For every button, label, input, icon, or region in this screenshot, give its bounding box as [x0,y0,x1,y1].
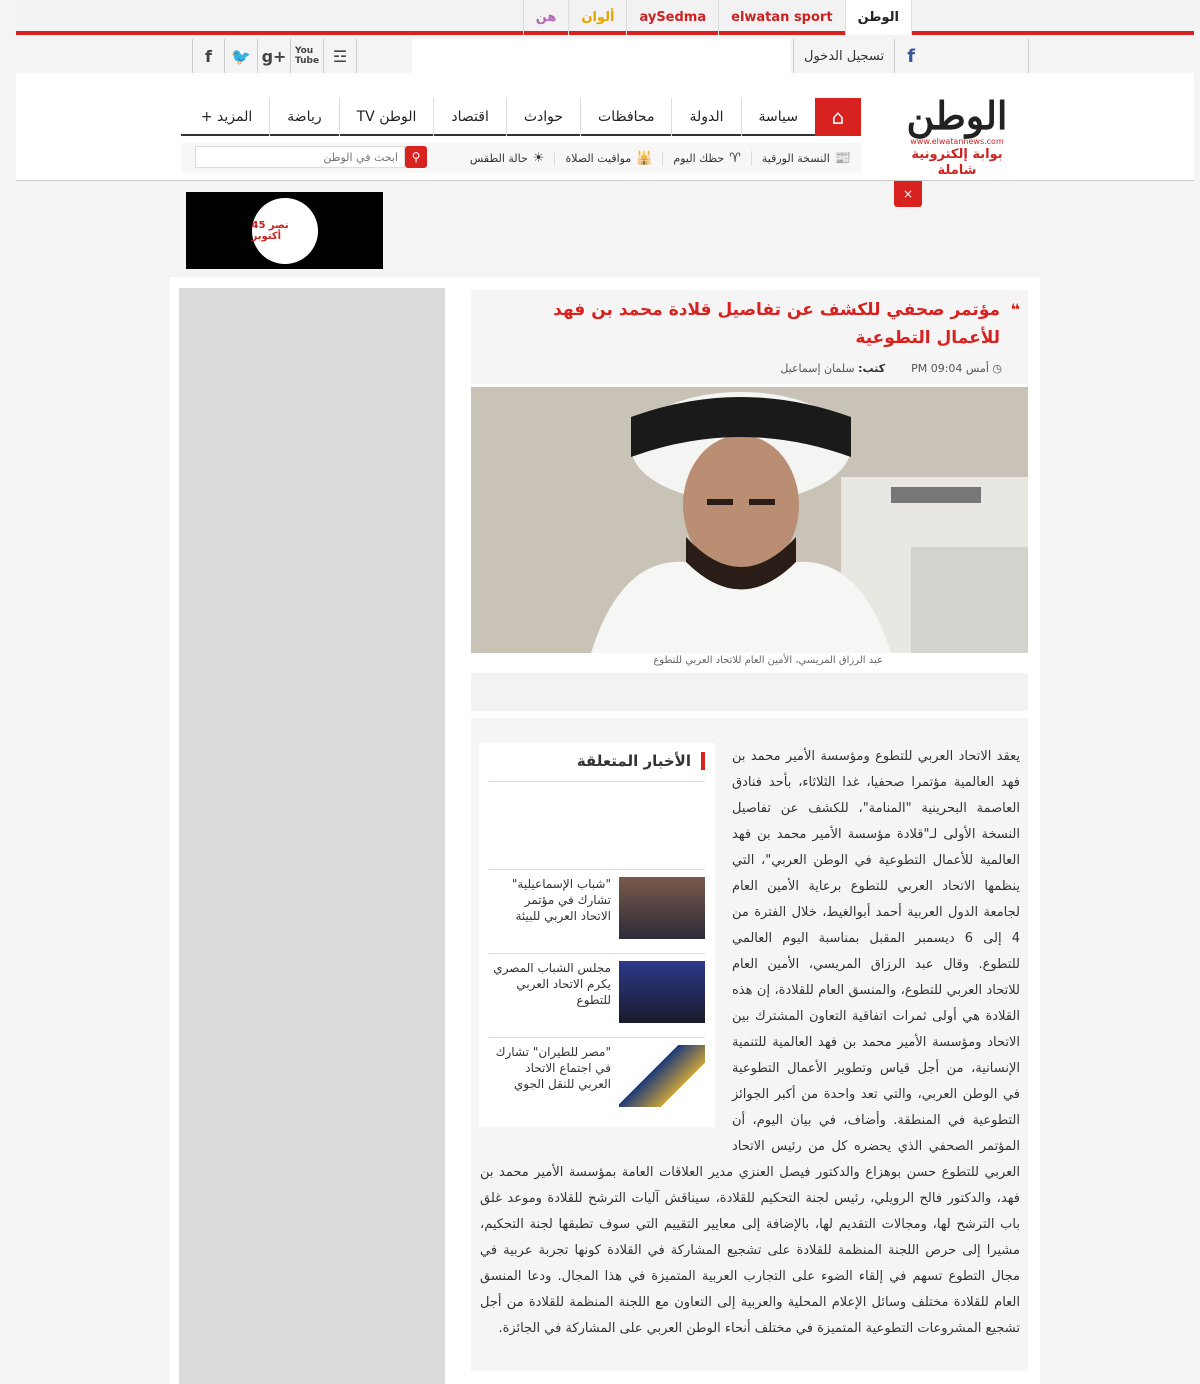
share-spacer [412,39,790,73]
nav-more[interactable]: المزيد + [200,109,253,125]
subnav-weather[interactable] [460,151,555,166]
social-links [192,39,357,73]
ad-banner[interactable] [186,192,383,269]
photo-illustration [471,387,1028,653]
time-text: أمس 09:04 PM [911,362,989,375]
author-name[interactable]: سلمان إسماعيل [780,362,855,375]
site-alwan[interactable]: ألوان [568,0,626,35]
related-title[interactable]: "شباب الإسماعيلية" تشارك في مؤتمر الاتحاد العربي للبيئة [511,877,611,923]
article-photo [471,387,1028,653]
nav-economy[interactable]: اقتصاد [433,98,505,136]
sub-nav [181,143,861,173]
main-nav [181,98,861,136]
site-elwatan-sport[interactable]: elwatan sport [718,0,844,35]
related-item[interactable] [489,1037,705,1113]
share-bar [16,39,1194,73]
home-icon[interactable]: ⌂ [815,98,861,136]
related-title[interactable]: مجلس الشباب المصري يكرم الاتحاد العربي للتطوع [493,961,611,1007]
subnav-label: حالة الطقس [469,151,528,165]
related-item[interactable] [489,953,705,1029]
nav-watan-tv[interactable]: الوطن TV [339,98,434,136]
search-input[interactable] [195,146,405,168]
sun-icon: ☀ [532,150,545,166]
article-body-text: يعقد الاتحاد العربي للتطوع ومؤسسة الأمير محمد بن فهد العالمية مؤتمرا صحفيا، غدا الثلاثاء، بأحد فنادق العاصمة البحرينية "المنامة"، للكشف عن تفاصيل النسخة الأولى لـ"قلادة مؤسسة الأمير محمد بن فهد العالمية للأعمال التطوعية في الوطن العربي"، التي ينظمها الاتحاد العربي للتطوع برعاية الأمين العام لجامعة الدول العربية أحمد أبوالغيط، خلال الفترة من 4 إلى 6 ديسمبر المقبل بمناسبة اليوم العالمي للتطوع. وقال عبد الرزاق المريسي، الأمين العام للاتحاد العربي للتطوع، والمنسق العام للقلادة، إن هذه القلادة هي أولى ثمرات اتفاقية التعاون المشترك بين الاتحاد ومؤسسة الأمير محمد بن فهد العالمية للتنمية الإنسانية، من أجل قياس وتطوير الأعمال التطوعية في الوطن العربي، والتي تعد واحدة من أكبر الجوائز التطوعية في المنطقة. وأضاف، في بيان اليوم، أن المؤتمر الصحفي الذي يحضره كل من رئيس الاتحاد العربي للتطوع حسن بوهزاع والدكتور فيصل العنزي مدير العلاقات العامة بمؤسسة الأمير محمد بن فهد، والدكتور فالح الرويلي، رئيس لجنة التحكيم للقلادة، سيناقش آليات الترشح للقلادة وموعد غلق باب الترشح لها، ومجالات التقديم لها، بالإضافة إلى معايير التقييم التي سوف تطبقها لجنة التحكيم، مشيرا إلى حرص اللجنة المنظمة للقلادة على تشجيع المشاركة في القلادة كونها تجربة عربية في مجال التطوع تسهم في إلقاء الضوء على التجارب العربية المتميزة في هذا المجال. ودعا المنسق العام للقلادة مختلف وسائل الإعلام المحلية والعربية إلى التعاون مع اللجنة المنظمة للقلادة من أجل تشجيع المشروعات التطوعية المتميزة في مختلف أنحاء الوطن العربي على المشاركة في الجائزة. [480,749,1020,1336]
divider [489,781,705,782]
nav-state[interactable]: الدولة [671,98,740,136]
mosque-icon: 🕌 [636,150,653,166]
article-meta [780,362,1002,375]
article-time [911,362,1002,375]
newspaper-icon: 📰 [834,150,851,166]
network-bar [16,0,1194,35]
login-area[interactable] [793,39,1029,73]
twitter-icon[interactable]: 🐦 [225,39,258,73]
share-tools-bar [471,673,1028,711]
site-elwatan[interactable]: الوطن [845,0,912,35]
nav-sports[interactable]: رياضة [269,98,338,136]
related-item[interactable] [489,869,705,945]
nav-incidents[interactable]: حوادث [506,98,580,136]
search-box [191,146,427,170]
nav-governorates[interactable]: محافظات [580,98,671,136]
author-label: كتب: [858,362,886,375]
search-icon[interactable]: ⚲ [405,146,427,168]
facebook-icon[interactable]: f [192,39,225,73]
rss-icon[interactable]: ☲ [324,39,357,73]
subnav-label: حظك اليوم [673,151,725,165]
site-hon[interactable]: هن [523,0,569,35]
subnav-print-edition[interactable] [751,151,861,166]
related-title[interactable]: "مصر للطيران" تشارك في اجتماع الاتحاد العربي للنقل الجوي [495,1045,611,1091]
luck-icon: ♈ [729,150,741,166]
article-title: ❝ مؤتمر صحفي للكشف عن تفاصيل قلادة محمد بن فهد للأعمال التطوعية [490,296,1020,352]
subnav-horoscope[interactable] [662,151,750,166]
facebook-login-icon[interactable]: f [894,39,927,73]
login-link[interactable]: تسجيل الدخول [804,48,885,64]
logo-tagline: بوابة إلكترونية شاملة [911,147,1003,178]
subnav-prayer-times[interactable] [554,151,662,166]
network-sites [523,0,912,35]
subnav-label: النسخة الورقية [761,151,830,165]
related-heading: الأخبار المتعلقة [577,752,705,770]
site-aysedma[interactable]: aySedma [626,0,718,35]
ad-logo: 45 نصر أكتوبر [252,198,318,264]
related-thumb[interactable] [619,877,705,939]
article-header [471,290,1028,384]
clock-icon: ◷ [988,362,1002,375]
article-body-box [471,718,1028,1371]
related-news [479,743,715,1127]
subnav-label: مواقيت الصلاة [565,151,632,165]
logo-text: الوطن [906,93,1008,138]
photo-caption: عبد الرزاق المريسي، الأمين العام للاتحاد العربي للتطوع [653,655,883,666]
nav-politics[interactable]: سياسة [741,98,815,136]
google-plus-icon[interactable]: g+ [258,39,291,73]
youtube-icon[interactable]: You Tube [291,39,324,73]
site-logo[interactable] [897,95,1017,179]
sidebar-ad-slot [179,288,445,1384]
site-header [16,73,1194,181]
close-ad-button[interactable]: × [894,181,922,207]
related-thumb[interactable] [619,1045,705,1107]
article-author [780,362,885,375]
logo-url: www.elwatannews.com [910,137,1004,146]
related-thumb[interactable] [619,961,705,1023]
